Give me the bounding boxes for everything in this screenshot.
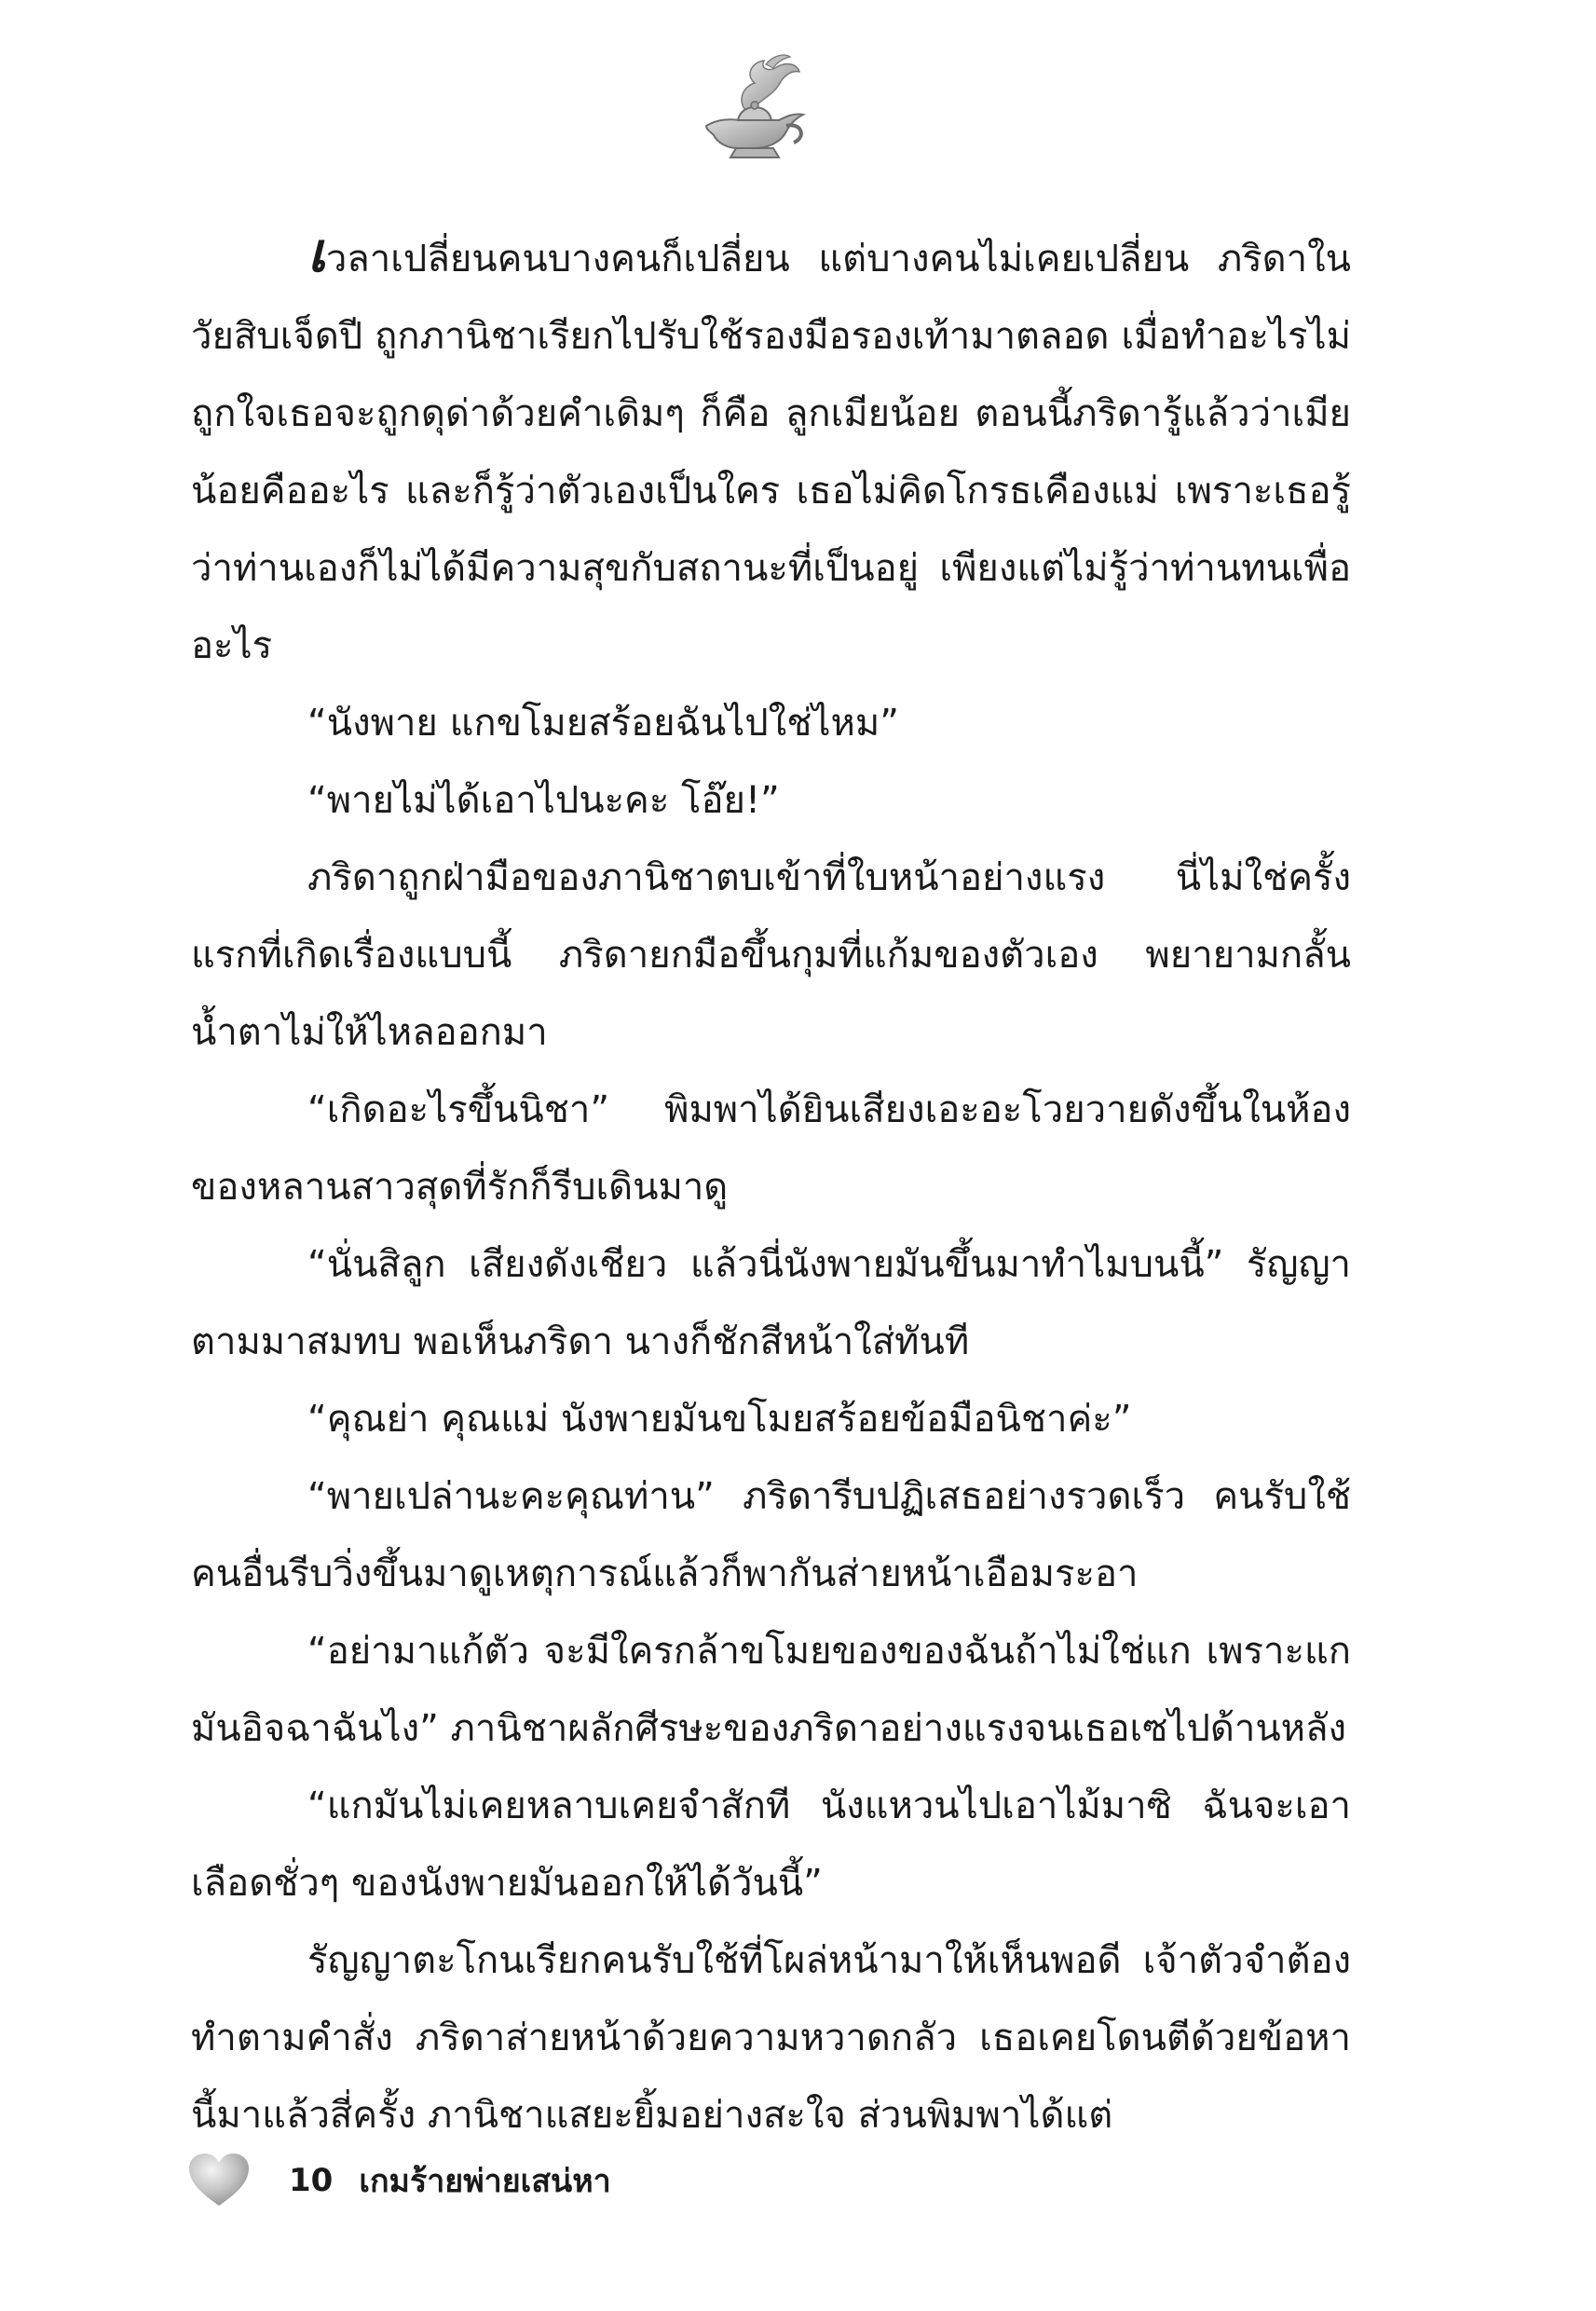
heart-icon [186,2152,252,2209]
paragraph-11: รัญญาตะโกนเรียกคนรับใช้ที่โผล่หน้ามาให้เห็นพอดี เจ้าตัวจำต้องทำตามคำสั่ง ภริดาส่ายหน้าด้วยความหวาดกลัว เธอเคยโดนตีด้วยข้อหานี้มาแล้วสี่ครั้ง ภานิชาแสยะยิ้มอย่างสะใจ ส่วนพิมพาได้แต่ [191,1939,1351,2137]
paragraph-8: “พายเปล่านะคะคุณท่าน” ภริดารีบปฏิเสธอย่างรวดเร็ว คนรับใช้คนอื่นรีบวิ่งขึ้นมาดูเหตุการณ์แล้วก็พากันส่ายหน้าเอือมระอา [191,1475,1351,1595]
paragraph-9: “อย่ามาแก้ตัว จะมีใครกล้าขโมยของของฉันถ้าไม่ใช่แก เพราะแกมันอิจฉาฉันไง” ภานิชาผลักศีรษะของภริดาอย่างแรงจนเธอเซไปด้านหลัง [191,1630,1351,1750]
paragraph-10: “แกมันไม่เคยหลาบเคยจำสักที นังแหวนไปเอาไม้มาซิ ฉันจะเอาเลือดชั่วๆ ของนังพายมันออกให้ได้วันนี้” [191,1785,1351,1905]
paragraph-6: “นั่นสิลูก เสียงดังเชียว แล้วนี่นังพายมันขึ้นมาทำไมบนนี้” รัญญาตามมาสมทบ พอเห็นภริดา นางก็ชักสีหน้าใส่ทันที [191,1243,1351,1363]
paragraph-7: “คุณย่า คุณแม่ นังพายมันขโมยสร้อยข้อมือนิชาค่ะ” [307,1398,1132,1441]
drop-cap: เ [307,221,326,284]
book-title: เกมร้ายพ่ายเสน่หา [359,2163,611,2200]
paragraph-3: “พายไม่ได้เอาไปนะคะ โอ๊ย!” [307,779,780,822]
paragraph-4: ภริดาถูกฝ่ามือของภานิชาตบเข้าที่ใบหน้าอย่างแรง นี่ไม่ใช่ครั้งแรกที่เกิดเรื่องแบบนี้ ภริดายกมือขึ้นกุมที่แก้มของตัวเอง พยายามกลั้นน้ำตาไม่ให้ไหลออกมา [191,856,1351,1054]
page-footer [186,2148,611,2213]
page-number: 10 [289,2162,334,2199]
paragraph-1-text: วลาเปลี่ยนคนบางคนก็เปลี่ยน แต่บางคนไม่เคยเปลี่ยน ภริดาในวัยสิบเจ็ดปี ถูกภานิชาเรียกไปรับใช้รองมือรองเท้ามาตลอด เมื่อทำอะไรไม่ถูกใจเธอจะถูกดุด่าด้วยคำเดิมๆ ก็คือ ลูกเมียน้อย ตอนนี้ภริดารู้แล้วว่าเมียน้อยคืออะไร และก็รู้ว่าตัวเองเป็นใคร เธอไม่คิดโกรธเคืองแม่ เพราะเธอรู้ว่าท่านเองก็ไม่ได้มีความสุขกับสถานะที่เป็นอยู่ เพียงแต่ไม่รู้ว่าท่านทนเพื่ออะไร [191,238,1351,667]
paragraph-2: “นังพาย แกขโมยสร้อยฉันไปใช่ไหม” [307,702,899,745]
paragraph-1 [191,214,1351,685]
paragraph-5: “เกิดอะไรขึ้นนิชา” พิมพาได้ยินเสียงเอะอะโวยวายดังขึ้นในห้องของหลานสาวสุดที่รักก็รีบเดินมาดู [191,1088,1351,1209]
genie-lamp-icon [689,51,820,163]
body-text [191,214,1351,2154]
